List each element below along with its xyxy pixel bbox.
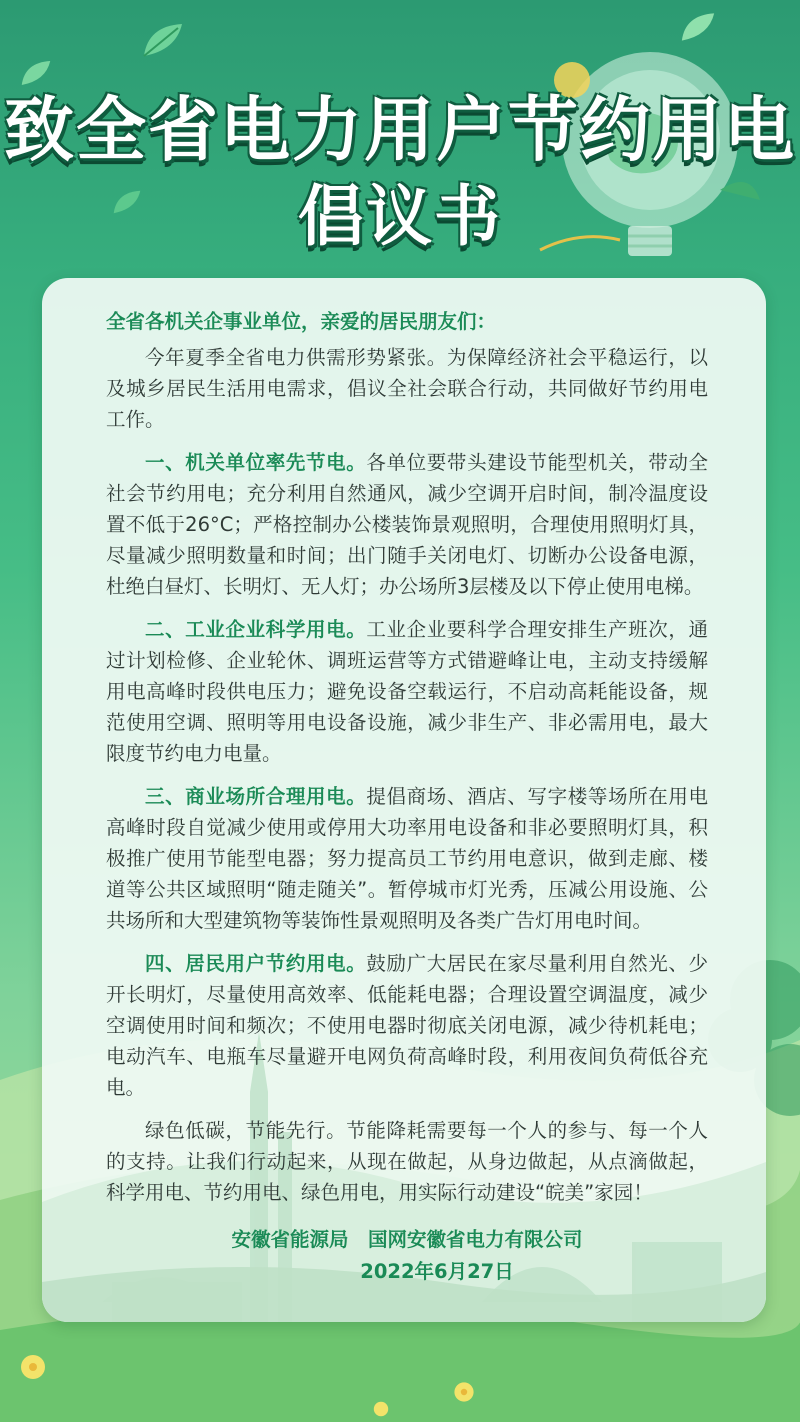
flower-icon xyxy=(372,1400,390,1418)
section-body: 提倡商场、酒店、写字楼等场所在用电高峰时段自觉减少使用或停用大功率用电设备和非必要照明灯具，积极推广使用节能型电器；努力提高员工节约用电意识，做到走廊、楼道等公共区域照明“随走随关”。暂停城市灯光秀，压减公用设施、公共场所和大型建筑物等装饰性景观照明及各类广告灯用电时间。 xyxy=(106,785,708,932)
section-paragraph xyxy=(106,614,708,769)
section-heading: 一、机关单位率先节电。 xyxy=(145,451,367,474)
section-paragraph xyxy=(106,948,708,1103)
title-line-2: 倡议书 xyxy=(298,178,502,255)
section-paragraph xyxy=(106,781,708,936)
flower-icon xyxy=(18,1352,48,1382)
intro-paragraph: 今年夏季全省电力供需形势紧张。为保障经济社会平稳运行，以及城乡居民生活用电需求，倡议全社会联合行动，共同做好节约用电工作。 xyxy=(106,346,708,431)
closing-paragraph: 绿色低碳，节能先行。节能降耗需要每一个人的参与、每一个人的支持。让我们行动起来，从现在做起，从身边做起，从点滴做起，科学用电、节约用电、绿色用电，用实际行动建设“皖美”家园！ xyxy=(106,1119,708,1204)
leaf-icon xyxy=(678,10,718,44)
leaf-icon xyxy=(140,20,186,60)
signature: 安徽省能源局 国网安徽省电力有限公司 xyxy=(231,1228,583,1251)
date: 2022年6月27日 xyxy=(360,1260,514,1283)
section-heading: 三、商业场所合理用电。 xyxy=(145,785,367,808)
flower-icon xyxy=(452,1380,476,1404)
letter-card xyxy=(42,278,766,1322)
section-heading: 二、工业企业科学用电。 xyxy=(145,618,367,641)
section-body: 各单位要带头建设节能型机关，带动全社会节约用电；充分利用自然通风，减少空调开启时间，制冷温度设置不低于26°C；严格控制办公楼装饰景观照明，合理使用照明灯具，尽量减少照明数量和时间；出门随手关闭电灯、切断办公设备电源，杜绝白昼灯、长明灯、无人灯；办公场所3层楼及以下停止使用电梯。 xyxy=(106,451,708,598)
letter-body xyxy=(106,306,708,1288)
page-title xyxy=(0,88,800,258)
greeting: 全省各机关企事业单位，亲爱的居民朋友们： xyxy=(106,310,497,333)
section-body: 鼓励广大居民在家尽量利用自然光、少开长明灯，尽量使用高效率、低能耗电器；合理设置空调温度，减少空调使用时间和频次；不使用电器时彻底关闭电源，减少待机耗电；电动汽车、电瓶车尽量避开电网负荷高峰时段，利用夜间负荷低谷充电。 xyxy=(106,952,708,1099)
leaf-icon xyxy=(18,58,54,88)
title-line-1: 致全省电力用户节约用电 xyxy=(4,89,796,171)
section-body: 工业企业要科学合理安排生产班次，通过计划检修、企业轮休、调班运营等方式错避峰让电，主动支持缓解用电高峰时段供电压力；避免设备空载运行，不启动高耗能设备，规范使用空调、照明等用电设备设施，减少非生产、非必需用电，最大限度节约电力电量。 xyxy=(106,618,708,765)
section-heading: 四、居民用户节约用电。 xyxy=(145,952,367,975)
section-paragraph xyxy=(106,447,708,602)
